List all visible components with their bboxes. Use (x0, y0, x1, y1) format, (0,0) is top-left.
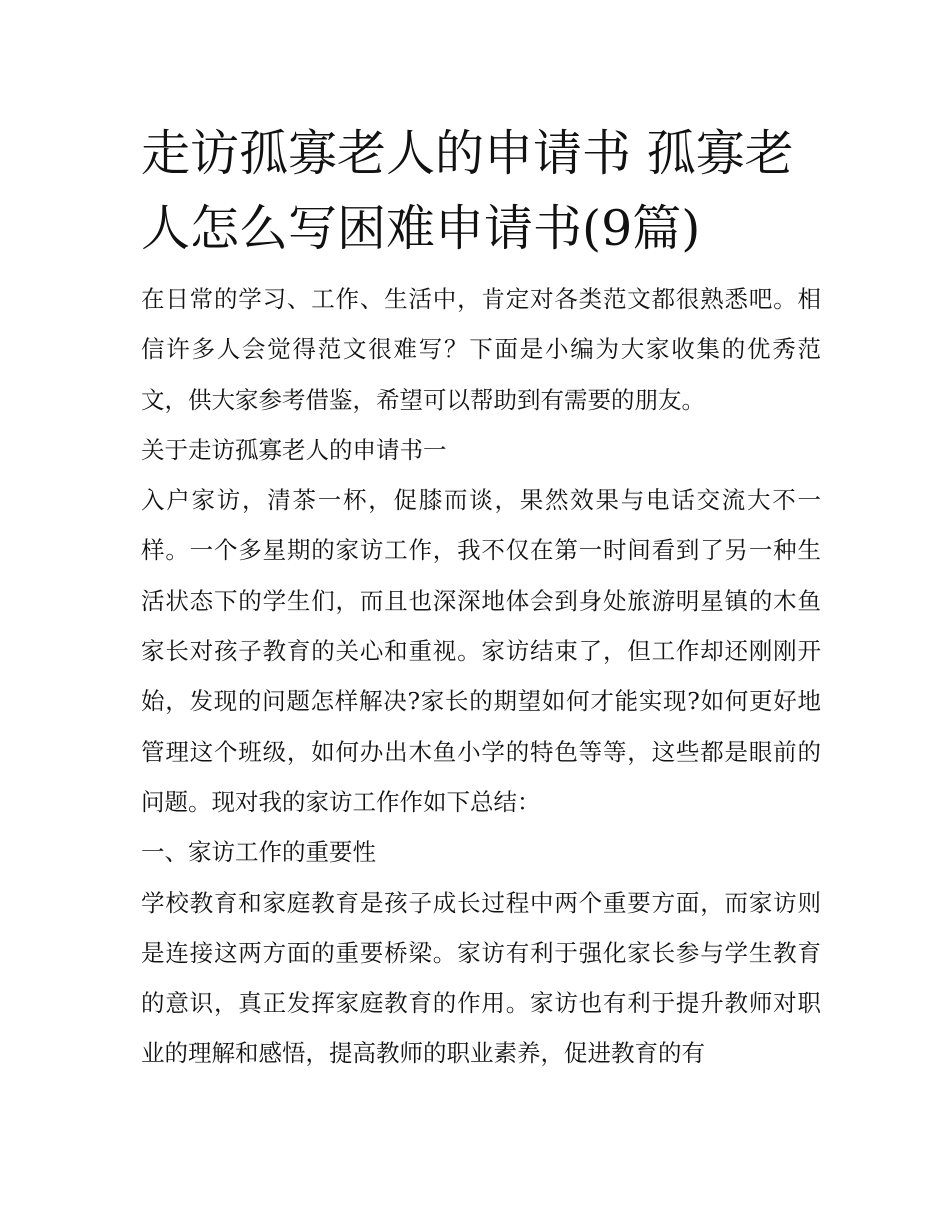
section-heading-1: 关于走访孤寡老人的申请书一 (141, 435, 447, 464)
document-body (141, 274, 821, 1079)
document-title: 走访孤寡老人的申请书 孤寡老人怎么写困难申请书(9篇) (141, 125, 794, 257)
intro-paragraph: 在日常的学习、工作、生活中，肯定对各类范文都很熟悉吧。相信许多人会觉得范文很难写？下面是小编为大家收集的优秀范文，供大家参考借鉴，希望可以帮助到有需要的朋友。 (141, 285, 821, 414)
document-content (141, 116, 821, 1079)
body-paragraph: 学校教育和家庭教育是孩子成长过程中两个重要方面，而家访则是连接这两方面的重要桥梁。家访有利于强化家长参与学生教育的意识，真正发挥家庭教育的作用。家访也有利于提升教师对职业的理解和感悟，提高教师的职业素养，促进教育的有 (141, 888, 821, 1068)
body-paragraph: 入户家访，清茶一杯，促膝而谈，果然效果与电话交流大不一样。一个多星期的家访工作，我不仅在第一时间看到了另一种生活状态下的学生们，而且也深深地体会到身处旅游明星镇的木鱼家长对孩子教育的关心和重视。家访结束了，但工作却还刚刚开始，发现的问题怎样解决?家长的期望如何才能实现?如何更好地管理这个班级，如何办出木鱼小学的特色等等，这些都是眼前的问题。现对我的家访工作作如下总结： (141, 486, 821, 816)
subsection-heading: 一、家访工作的重要性 (141, 838, 376, 867)
